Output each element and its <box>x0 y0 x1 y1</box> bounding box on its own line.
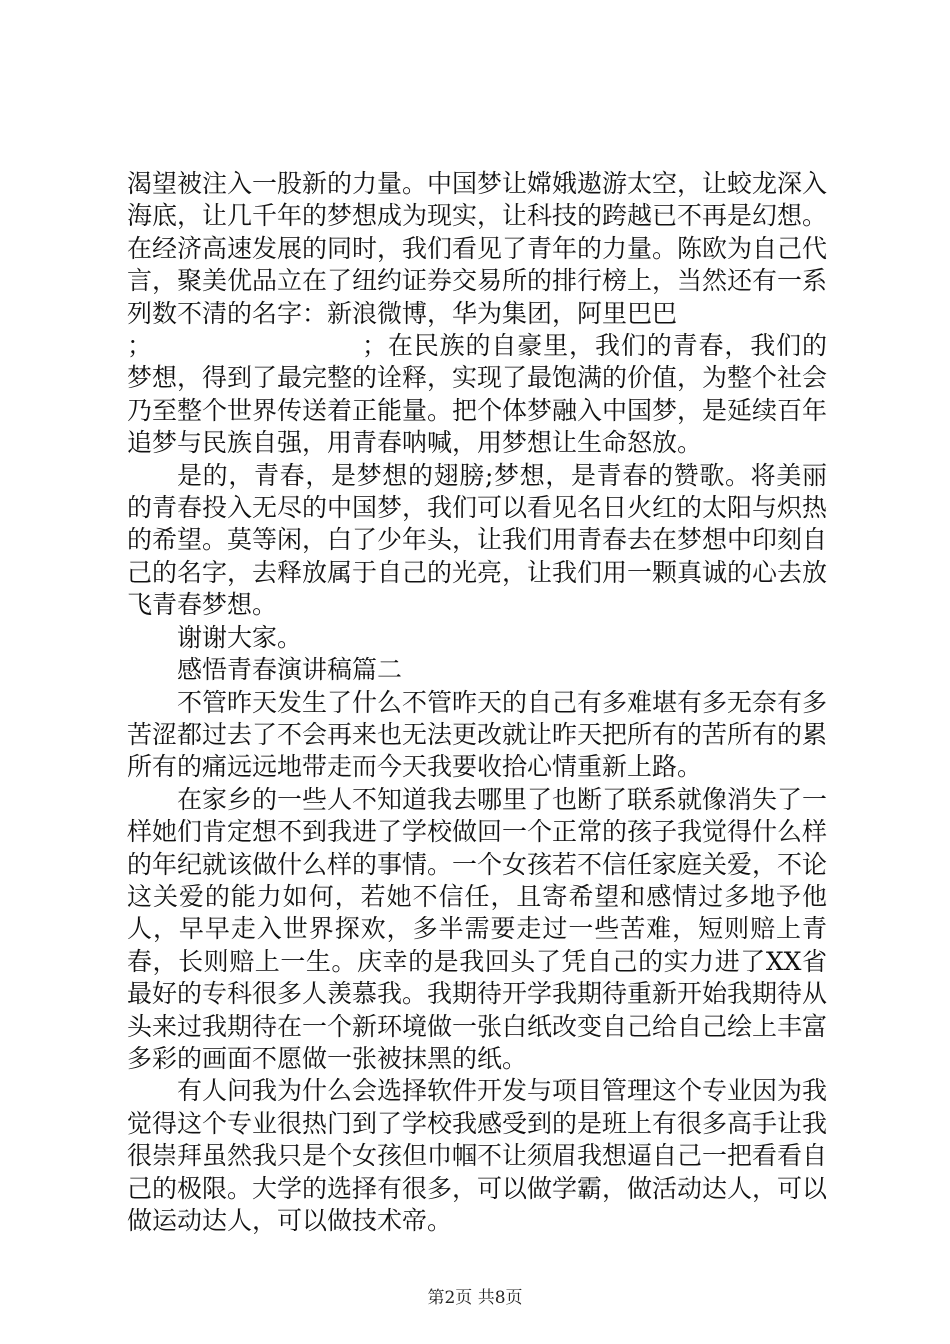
paragraph-2 <box>127 330 827 460</box>
paragraph-2-text: ；在民族的自豪里，我们的青春，我们的梦想，得到了最完整的诠释，实现了最饱满的价值，为整个社会乃至整个世界传送着正能量。把个体梦融入中国梦，是延续百年追梦与民族自强，用青春呐喊，用梦想让生命怒放。 <box>127 331 828 458</box>
document-body <box>127 168 827 1237</box>
paragraph-2-lead: ； <box>127 331 153 361</box>
paragraph-1: 渴望被注入一股新的力量。中国梦让嫦娥遨游太空，让蛟龙深入海底，让几千年的梦想成为现实，让科技的跨越已不再是幻想。在经济高速发展的同时，我们看见了青年的力量。陈欧为自己代言，聚美优品立在了纽约证券交易所的排行榜上，当然还有一系列数不清的名字：新浪微博，华为集团，阿里巴巴 <box>127 169 828 328</box>
paragraph-3: 是的，青春，是梦想的翅膀;梦想，是青春的赞歌。将美丽的青春投入无尽的中国梦，我们可以看见名日火红的太阳与炽热的希望。莫等闲，白了少年头，让我们用青春去在梦想中印刻自己的名字，去释放属于自己的光亮，让我们用一颗真诚的心去放飞青春梦想。 <box>127 460 828 620</box>
paragraph-4: 谢谢大家。 <box>177 622 303 652</box>
paragraph-6: 不管昨天发生了什么不管昨天的自己有多难堪有多无奈有多苦涩都过去了不会再来也无法更改就让昨天把所有的苦所有的累所有的痛远远地带走而今天我要收拾心情重新上路。 <box>127 687 828 782</box>
page-number-label: 第2页 共8页 <box>427 1288 523 1308</box>
page-footer <box>0 1283 950 1308</box>
section-heading: 感悟青春演讲稿篇二 <box>177 655 403 685</box>
paragraph-8: 有人问我为什么会选择软件开发与项目管理这个专业因为我觉得这个专业很热门到了学校我感受到的是班上有很多高手让我很崇拜虽然我只是个女孩但巾帼不让须眉我想逼自己一把看看自己的极限。大学的选择有很多，可以做学霸，做活动达人，可以做运动达人，可以做技术帝。 <box>127 1076 828 1235</box>
paragraph-7: 在家乡的一些人不知道我去哪里了也断了联系就像消失了一样她们肯定想不到我进了学校做回一个正常的孩子我觉得什么样的年纪就该做什么样的事情。一个女孩若不信任家庭关爱，不论这关爱的能力如何，若她不信任，且寄希望和感情过多地予他人，早早走入世界探欢，多半需要走过一些苦难，短则赔上青春，长则赔上一生。庆幸的是我回头了凭自己的实力进了XX省最好的专科很多人羡慕我。我期待开学我期待重新开始我期待从头来过我期待在一个新环境做一张白纸改变自己给自己绘上丰富多彩的画面不愿做一张被抹黑的纸。 <box>127 784 828 1073</box>
